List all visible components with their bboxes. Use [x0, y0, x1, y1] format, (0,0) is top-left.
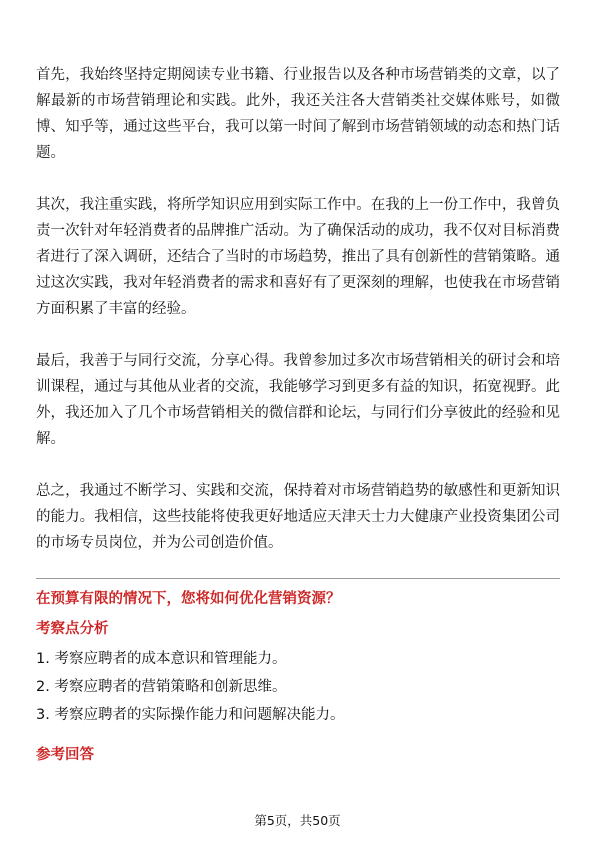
body-paragraph-4: 总之，我通过不断学习、实践和交流，保持着对市场营销趋势的敏感性和更新知识的能力。我相信，这些技能将使我更好地适应天津天士力大健康产业投资集团公司的市场专员岗位，并为公司创造价值。 [36, 483, 560, 551]
section-divider [36, 578, 560, 579]
question-title: 在预算有限的情况下，您将如何优化营销资源？ [36, 591, 341, 607]
body-paragraph-1: 首先，我始终坚持定期阅读专业书籍、行业报告以及各种市场营销类的文章，以了解最新的市场营销理论和实践。此外，我还关注各大营销类社交媒体账号，如微博、知乎等，通过这些平台，我可以第一时间了解到市场营销领域的动态和热门话题。 [36, 67, 560, 161]
analysis-point: 2. 考察应聘者的营销策略和创新思维。 [36, 679, 287, 695]
reference-answer-heading: 参考回答 [36, 747, 94, 763]
document-page [36, 62, 560, 767]
analysis-heading: 考察点分析 [36, 621, 109, 637]
page-number-footer: 第5页，共50页 [254, 813, 341, 828]
body-paragraph-2: 其次，我注重实践，将所学知识应用到实际工作中。在我的上一份工作中，我曾负责一次针对年轻消费者的品牌推广活动。为了确保活动的成功，我不仅对目标消费者进行了深入调研，还结合了当时的市场趋势，推出了具有创新性的营销策略。通过这次实践，我对年轻消费者的需求和喜好有了更深刻的理解，也使我在市场营销方面积累了丰富的经验。 [36, 197, 560, 317]
analysis-point: 1. 考察应聘者的成本意识和管理能力。 [36, 651, 287, 667]
analysis-point: 3. 考察应聘者的实际操作能力和问题解决能力。 [36, 707, 345, 723]
analysis-points-list [36, 645, 560, 729]
body-paragraph-3: 最后，我善于与同行交流，分享心得。我曾参加过多次市场营销相关的研讨会和培训课程，通过与其他从业者的交流，我能够学习到更多有益的知识，拓宽视野。此外，我还加入了几个市场营销相关的微信群和论坛，与同行们分享彼此的经验和见解。 [36, 353, 560, 447]
